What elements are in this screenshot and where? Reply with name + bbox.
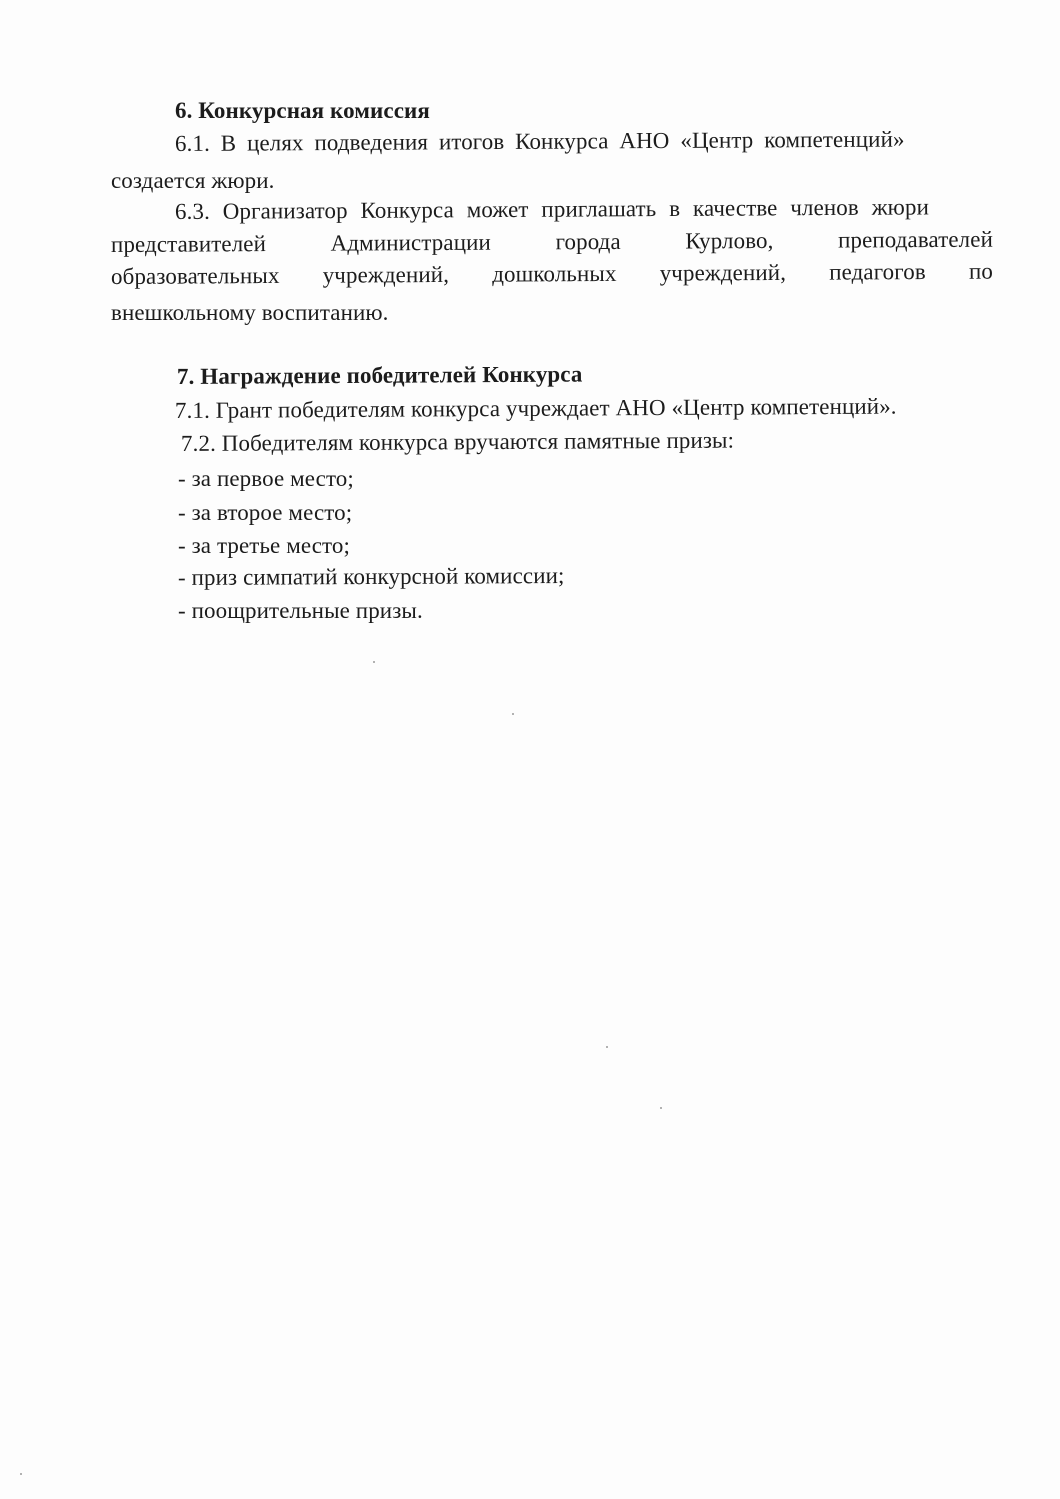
section-7-heading: 7. Награждение победителей Конкурса — [176, 361, 583, 389]
word: города — [555, 228, 621, 255]
scan-speck — [660, 1107, 662, 1109]
word: дошкольных — [492, 260, 617, 287]
paragraph-6-1-line-1: 6.1. В целях подведения итогов Конкурса АНО «Центр компетенций» — [174, 126, 905, 156]
paragraph-6-3-line-4: внешкольному воспитанию. — [111, 300, 389, 325]
word: образовательных — [110, 262, 280, 289]
word: учреждений, — [659, 259, 787, 286]
scan-speck — [606, 1046, 608, 1048]
paragraph-6-1-line-2: создается жюри. — [111, 168, 275, 193]
word: преподавателей — [837, 226, 994, 253]
prize-item: - поощрительные призы. — [178, 598, 423, 623]
prize-item: - за первое место; — [178, 466, 354, 491]
paragraph-7-2: 7.2. Победителям конкурса вручаются памятные призы: — [180, 427, 735, 456]
scan-speck — [512, 713, 514, 715]
paragraph-6-3-line-2 — [111, 226, 993, 259]
prize-item: - за третье место; — [178, 533, 350, 558]
word: Администрации — [330, 229, 491, 256]
section-6-heading: 6. Конкурсная комиссия — [175, 98, 430, 123]
word: педагогов — [829, 259, 926, 285]
paragraph-7-1: 7.1. Грант победителям конкурса учреждает АНО «Центр компетенций». — [174, 393, 897, 423]
prize-item: - приз симпатий конкурсной комиссии; — [177, 562, 565, 590]
word: по — [968, 258, 993, 284]
word: представителей — [110, 231, 267, 257]
paragraph-6-3-line-1: 6.3. Организатор Конкурса может приглашать в качестве членов жюри — [174, 194, 930, 224]
paragraph-6-3-line-3 — [111, 258, 993, 291]
scan-speck — [20, 1473, 22, 1475]
word: учреждений, — [322, 261, 450, 288]
prize-item: - за второе место; — [178, 500, 353, 525]
scan-speck — [373, 661, 375, 663]
word: Курлово, — [685, 227, 774, 254]
